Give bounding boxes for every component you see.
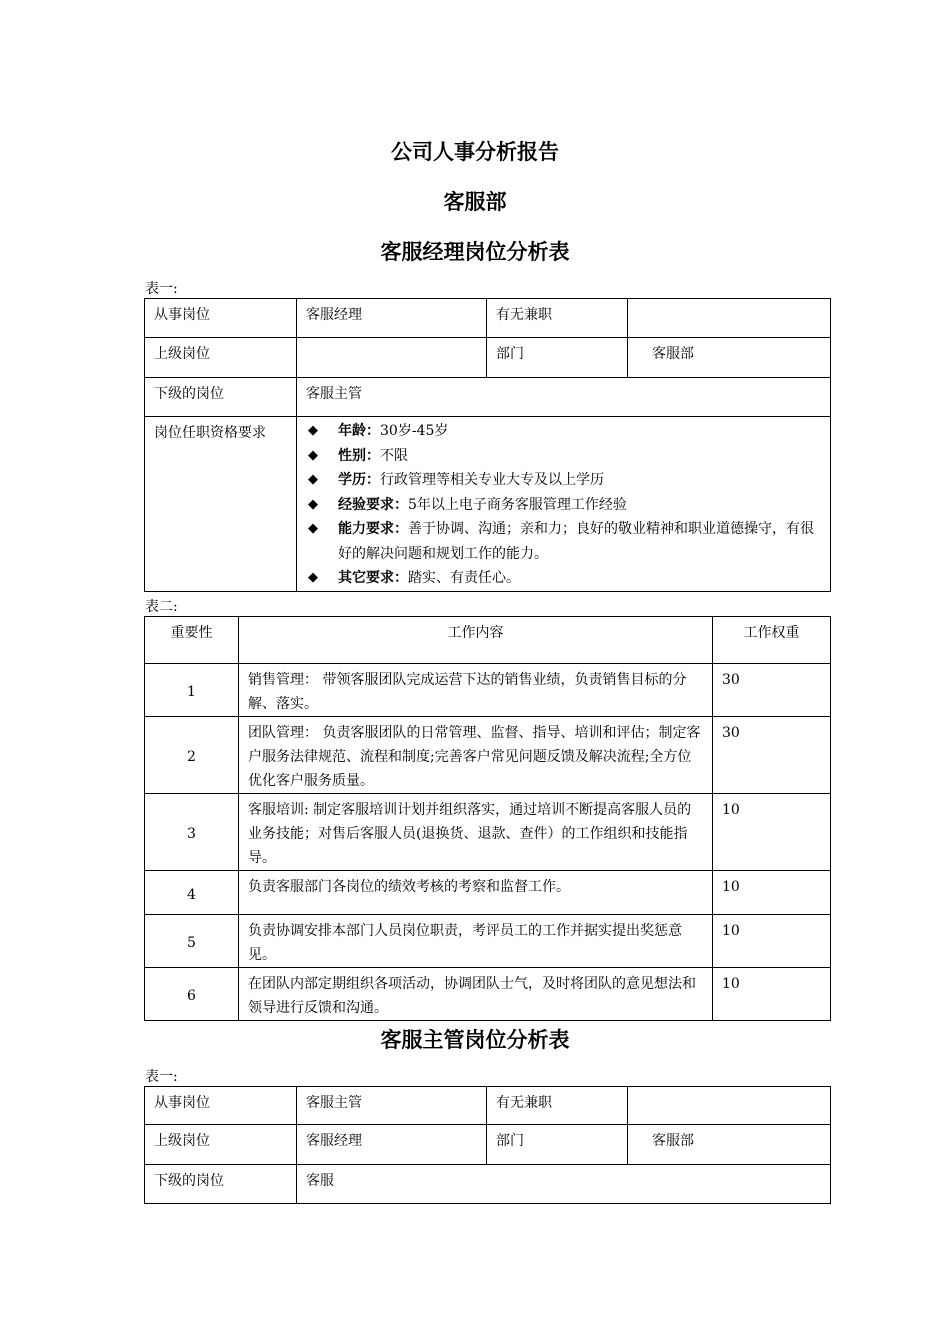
- rank-cell: 4: [145, 871, 239, 915]
- cell-value: [628, 1087, 831, 1125]
- list-item: [306, 493, 821, 518]
- diamond-bullet-icon: ◆: [308, 472, 318, 487]
- list-item: [306, 419, 821, 444]
- cell-value: 客服经理: [297, 299, 487, 338]
- weight-cell: 30: [713, 664, 831, 717]
- table-row: [145, 915, 831, 968]
- rank-cell: 2: [145, 717, 239, 794]
- cell-value: 客服部: [628, 338, 831, 378]
- rank-cell: 6: [145, 968, 239, 1021]
- list-item: [306, 566, 821, 591]
- column-header: 工作权重: [713, 617, 831, 664]
- content-cell: 负责协调安排本部门人员岗位职责，考评员工的工作并据实提出奖惩意见。: [239, 915, 713, 968]
- cell-value: 客服部: [628, 1125, 831, 1165]
- list-item: [306, 517, 821, 566]
- column-header: 工作内容: [239, 617, 713, 664]
- caption-table-one-supervisor: 表一:: [145, 1069, 178, 1085]
- rank-cell: 5: [145, 915, 239, 968]
- requirement-key: 能力要求：: [338, 521, 408, 537]
- cell-label: 上级岗位: [145, 338, 297, 378]
- weight-cell: 10: [713, 915, 831, 968]
- requirement-key: 经验要求：: [338, 496, 408, 513]
- manager-duties-table: [144, 616, 831, 1021]
- requirement-key: 其它要求：: [338, 570, 408, 586]
- report-title: 公司人事分析报告: [391, 140, 559, 164]
- cell-value: 客服主管: [297, 1087, 487, 1125]
- requirement-value: 踏实、有责任心。: [408, 570, 520, 586]
- caption-table-one: 表一:: [145, 281, 178, 297]
- column-header: 重要性: [145, 617, 239, 664]
- weight-cell: 10: [713, 871, 831, 915]
- cell-label: 下级的岗位: [145, 1165, 297, 1204]
- department-title: 客服部: [443, 190, 507, 214]
- cell-label: 从事岗位: [145, 299, 297, 338]
- content-cell: 团队管理： 负责客服团队的日常管理、监督、指导、培训和评估；制定客户服务法律规范、流程和制度;完善客户常见问题反馈及解决流程;全方位优化客户服务质量。: [239, 717, 713, 794]
- table-row: [145, 417, 831, 592]
- supervisor-basic-table: [144, 1086, 831, 1204]
- table-header-row: [145, 617, 831, 664]
- diamond-bullet-icon: ◆: [308, 423, 318, 438]
- table-row: [145, 378, 831, 417]
- manager-table-title: 客服经理岗位分析表: [380, 240, 570, 264]
- requirement-value: 行政管理等相关专业大专及以上学历: [380, 472, 604, 488]
- rank-cell: 3: [145, 794, 239, 871]
- table-row: [145, 794, 831, 871]
- table-row: [145, 1087, 831, 1125]
- manager-basic-table: [144, 298, 831, 592]
- requirement-key: 学历：: [338, 472, 380, 488]
- diamond-bullet-icon: ◆: [308, 447, 318, 463]
- requirement-key: 年龄：: [338, 423, 380, 439]
- weight-cell: 30: [713, 717, 831, 794]
- table-row: [145, 338, 831, 378]
- caption-table-two: 表二:: [145, 599, 178, 615]
- cell-label: 有无兼职: [487, 299, 628, 338]
- diamond-bullet-icon: ◆: [308, 496, 318, 512]
- cell-label: 岗位任职资格要求: [145, 417, 297, 592]
- cell-value: [297, 338, 487, 378]
- supervisor-table-title: 客服主管岗位分析表: [380, 1028, 570, 1052]
- content-cell: 在团队内部定期组织各项活动，协调团队士气，及时将团队的意见想法和领导进行反馈和沟通。: [239, 968, 713, 1021]
- diamond-bullet-icon: ◆: [308, 521, 318, 536]
- requirement-key: 性别：: [338, 447, 380, 464]
- cell-label: 从事岗位: [145, 1087, 297, 1125]
- content-cell: 销售管理： 带领客服团队完成运营下达的销售业绩，负责销售目标的分解、落实。: [239, 664, 713, 717]
- cell-label: 部门: [487, 338, 628, 378]
- table-row: [145, 1125, 831, 1165]
- weight-cell: 10: [713, 968, 831, 1021]
- content-cell: 客服培训: 制定客服培训计划并组织落实，通过培训不断提高客服人员的业务技能；对售后客服人员(退换货、退款、查件）的工作组织和技能指导。: [239, 794, 713, 871]
- list-item: [306, 468, 821, 493]
- table-row: [145, 717, 831, 794]
- weight-cell: 10: [713, 794, 831, 871]
- cell-value: [628, 299, 831, 338]
- cell-value: 客服主管: [297, 378, 831, 417]
- diamond-bullet-icon: ◆: [308, 570, 318, 585]
- list-item: [306, 444, 821, 469]
- table-row: [145, 1165, 831, 1204]
- requirement-value: 30岁-45岁: [380, 423, 449, 439]
- cell-label: 上级岗位: [145, 1125, 297, 1165]
- requirement-value: 不限: [380, 447, 408, 464]
- table-row: [145, 664, 831, 717]
- cell-label: 部门: [487, 1125, 628, 1165]
- cell-value: 客服经理: [297, 1125, 487, 1165]
- cell-label: 有无兼职: [487, 1087, 628, 1125]
- table-row: [145, 871, 831, 915]
- requirements-cell: [297, 417, 831, 592]
- content-cell: 负责客服部门各岗位的绩效考核的考察和监督工作。: [239, 871, 713, 915]
- cell-label: 下级的岗位: [145, 378, 297, 417]
- table-row: [145, 299, 831, 338]
- rank-cell: 1: [145, 664, 239, 717]
- requirement-value: 5年以上电子商务客服管理工作经验: [408, 496, 627, 513]
- requirement-value: 善于协调、沟通；亲和力；良好的敬业精神和职业道德操守，有很好的解决问题和规划工作的能力。: [338, 521, 814, 562]
- cell-value: 客服: [297, 1165, 831, 1204]
- table-row: [145, 968, 831, 1021]
- requirements-list: [306, 419, 821, 591]
